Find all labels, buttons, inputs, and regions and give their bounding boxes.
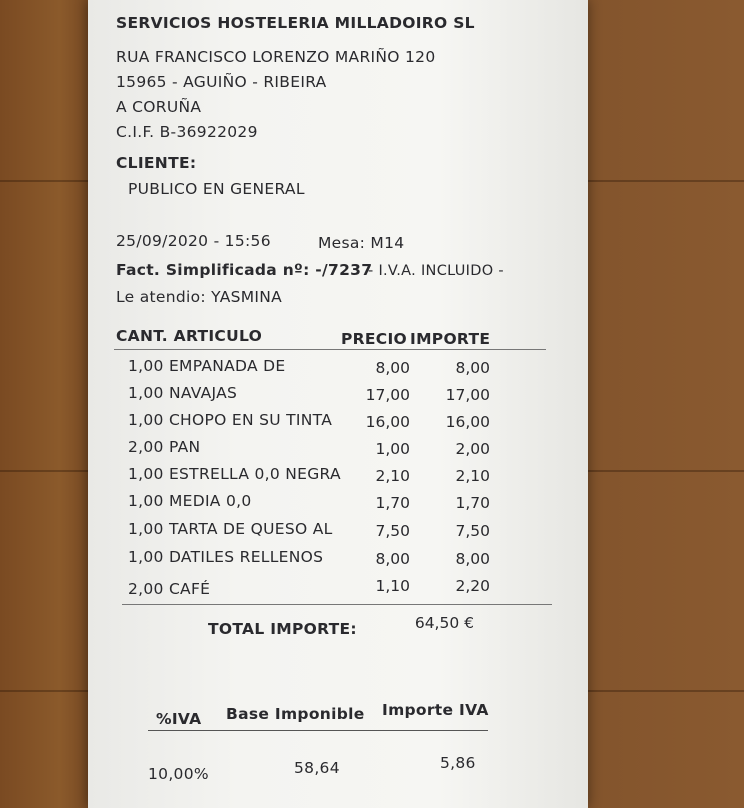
item-amount: 8,00 xyxy=(455,550,490,568)
company-cif: C.I.F. B-36922029 xyxy=(116,123,258,141)
company-province: A CORUÑA xyxy=(116,98,202,116)
receipt xyxy=(88,0,588,808)
header-divider xyxy=(114,349,546,350)
items-divider xyxy=(122,604,552,605)
datetime: 25/09/2020 - 15:56 xyxy=(116,232,271,250)
item-price: 1,00 xyxy=(375,440,410,458)
item-line: 1,00 MEDIA 0,0 xyxy=(128,492,252,510)
item-line: 1,00 DATILES RELLENOS xyxy=(128,548,324,566)
column-qty-article: CANT. ARTICULO xyxy=(116,327,263,345)
vat-header-rate: %IVA xyxy=(156,710,202,728)
total-value: 64,50 € xyxy=(414,614,474,632)
item-line: 2,00 PAN xyxy=(128,438,201,456)
vat-header-base: Base Imponible xyxy=(226,705,365,723)
column-price: PRECIO xyxy=(341,330,408,348)
item-line: 1,00 ESTRELLA 0,0 NEGRA xyxy=(128,465,341,483)
item-amount: 2,10 xyxy=(455,467,490,485)
company-city: 15965 - AGUIÑO - RIBEIRA xyxy=(116,73,327,91)
item-price: 8,00 xyxy=(375,359,410,377)
vat-divider xyxy=(148,730,488,731)
column-amount: IMPORTE xyxy=(410,330,491,348)
item-amount: 7,50 xyxy=(455,522,490,540)
vat-header-amount: Importe IVA xyxy=(382,701,489,719)
client-label: CLIENTE: xyxy=(116,154,197,172)
item-price: 2,10 xyxy=(375,467,410,485)
item-price: 8,00 xyxy=(375,550,410,568)
company-name: SERVICIOS HOSTELERIA MILLADOIRO SL xyxy=(116,14,475,32)
vat-base: 58,64 xyxy=(294,759,340,777)
item-price: 1,70 xyxy=(375,494,410,512)
item-line: 2,00 CAFÉ xyxy=(128,580,211,598)
vat-amount: 5,86 xyxy=(440,754,476,772)
server-name: Le atendio: YASMINA xyxy=(116,288,283,306)
item-line: 1,00 CHOPO EN SU TINTA xyxy=(128,411,333,429)
item-line: 1,00 NAVAJAS xyxy=(128,384,238,402)
item-price: 16,00 xyxy=(365,413,410,431)
item-price: 1,10 xyxy=(375,577,410,595)
table-number: Mesa: M14 xyxy=(318,234,405,252)
item-line: 1,00 TARTA DE QUESO AL xyxy=(128,520,333,538)
item-amount: 16,00 xyxy=(445,413,490,431)
item-amount: 2,20 xyxy=(455,577,490,595)
item-amount: 17,00 xyxy=(445,386,490,404)
client-name: PUBLICO EN GENERAL xyxy=(128,180,305,198)
vat-rate: 10,00% xyxy=(148,765,209,783)
item-line: 1,00 EMPANADA DE xyxy=(128,357,286,375)
item-amount: 2,00 xyxy=(455,440,490,458)
total-label: TOTAL IMPORTE: xyxy=(208,620,357,638)
invoice-number: Fact. Simplificada nº: -/7237 xyxy=(116,261,373,279)
item-price: 17,00 xyxy=(365,386,410,404)
vat-note: - I.V.A. INCLUIDO - xyxy=(368,263,504,279)
item-amount: 1,70 xyxy=(455,494,490,512)
item-price: 7,50 xyxy=(375,522,410,540)
company-address: RUA FRANCISCO LORENZO MARIÑO 120 xyxy=(116,48,436,66)
item-amount: 8,00 xyxy=(455,359,490,377)
